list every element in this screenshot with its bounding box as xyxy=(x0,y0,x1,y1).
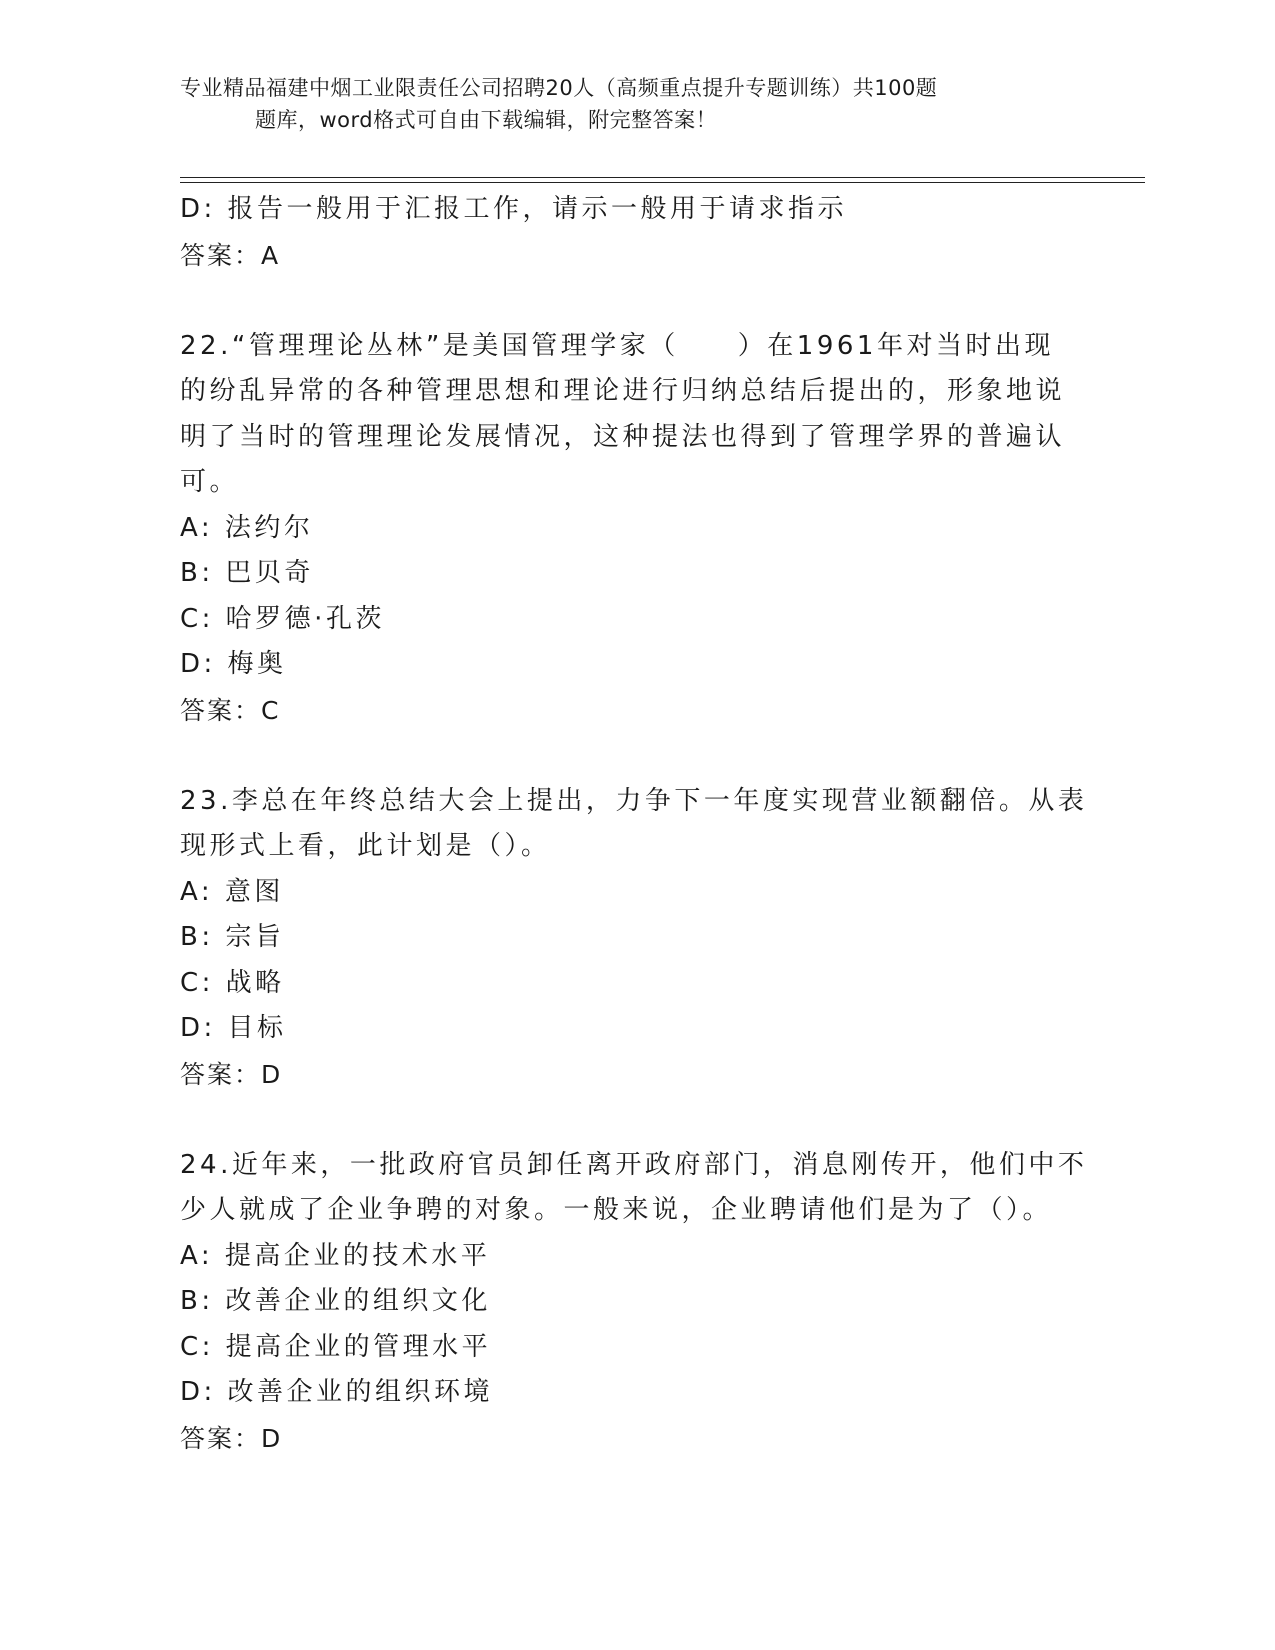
page-header xyxy=(180,72,1060,136)
q22-answer: 答案：C xyxy=(180,695,281,725)
header-title-line-1: 专业精品福建中烟工业限责任公司招聘20人（高频重点提升专题训练）共100题 xyxy=(180,76,938,100)
q21-option-d: D: 报告一般用于汇报工作，请示一般用于请求指示 xyxy=(180,194,848,224)
q23-stem-line: 现形式上看，此计划是（）。 xyxy=(180,831,551,861)
q23-option-a: A: 意图 xyxy=(180,876,284,907)
header-rule-top xyxy=(180,177,1145,178)
q23-option-d: D: 目标 xyxy=(180,1013,287,1043)
q24-answer: 答案：D xyxy=(180,1423,283,1453)
q24-option-a: A: 提高企业的技术水平 xyxy=(180,1240,491,1271)
q24-option-c: C: 提高企业的管理水平 xyxy=(180,1331,492,1362)
q24-stem-line: 少人就成了企业争聘的对象。一般来说，企业聘请他们是为了（）。 xyxy=(180,1195,1053,1225)
q23-stem-line: 23.李总在年终总结大会上提出，力争下一年度实现营业额翻倍。从表 xyxy=(180,785,1088,816)
q23-answer: 答案：D xyxy=(180,1059,283,1089)
q22-stem-line: 22.“管理理论丛林”是美国管理学家（ ）在1961年对当时出现 xyxy=(180,330,1054,361)
q23-option-c: C: 战略 xyxy=(180,967,285,998)
question-23 xyxy=(180,779,1088,1098)
question-22 xyxy=(180,324,1080,734)
question-content xyxy=(180,187,1088,1461)
spacer xyxy=(180,733,1080,779)
spacer xyxy=(180,278,1080,324)
q22-option-d: D: 梅奥 xyxy=(180,649,287,679)
q24-option-d: D: 改善企业的组织环境 xyxy=(180,1377,494,1407)
header-rule-bottom xyxy=(180,182,1145,183)
q22-stem-line: 明了当时的管理理论发展情况，这种提法也得到了管理学界的普遍认 xyxy=(180,421,1066,452)
q21-answer: 答案：A xyxy=(180,240,281,270)
q22-option-a: A: 法约尔 xyxy=(180,512,314,543)
q23-option-b: B: 宗旨 xyxy=(180,922,285,952)
spacer xyxy=(180,1097,1080,1143)
q22-stem-line: 可。 xyxy=(180,467,240,497)
q24-option-b: B: 改善企业的组织文化 xyxy=(180,1286,491,1316)
q22-option-b: B: 巴贝奇 xyxy=(180,558,314,588)
q22-stem-line: 的纷乱异常的各种管理思想和理论进行归纳总结后提出的，形象地说 xyxy=(180,376,1066,406)
q22-option-c: C: 哈罗德·孔茨 xyxy=(180,603,385,634)
q24-stem-line: 24.近年来，一批政府官员卸任离开政府部门，消息刚传开，他们中不 xyxy=(180,1149,1088,1180)
question-24 xyxy=(180,1143,1088,1462)
header-title-line-2: 题库，word格式可自由下载编辑，附完整答案！ xyxy=(255,108,718,132)
